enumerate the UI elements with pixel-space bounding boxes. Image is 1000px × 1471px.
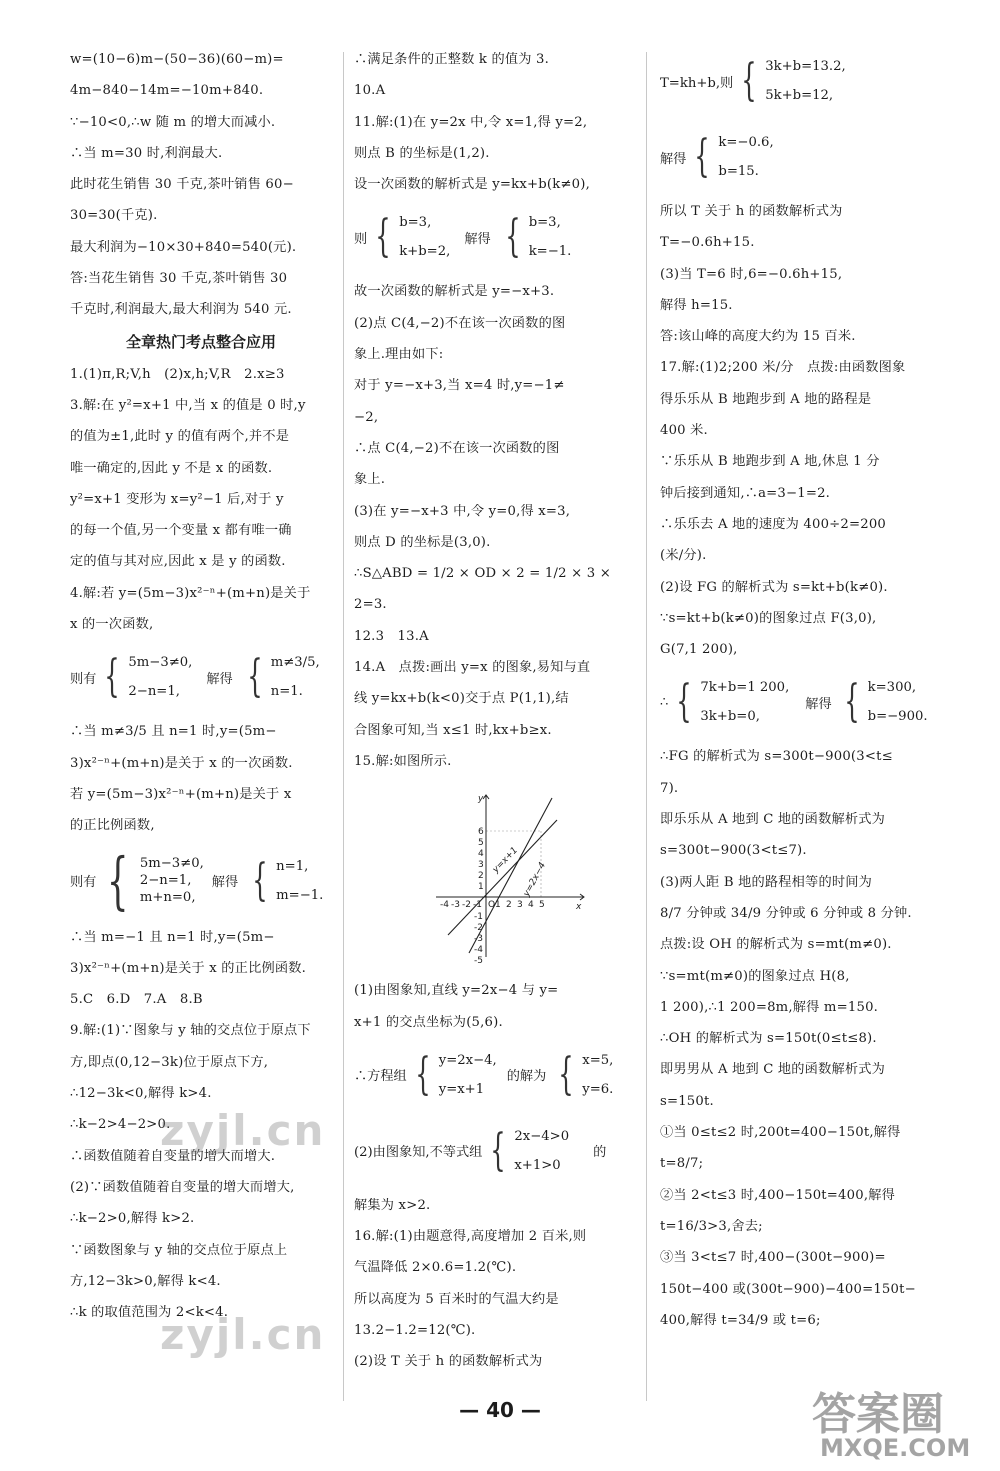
system-mid: 解得 [464, 231, 491, 247]
tick-label: -4 [440, 900, 449, 911]
text-line: 解集为 x>2. [354, 1197, 431, 1213]
system-rows [514, 1122, 569, 1180]
brace-icon: { [247, 651, 263, 703]
tick-label: 4 [528, 900, 534, 911]
text-line: 的正比例函数, [70, 818, 155, 834]
tick-label: 2 [506, 900, 512, 911]
text-line: 若 y=(5m−3)x²⁻ⁿ+(m+n)是关于 x [70, 786, 292, 802]
line-label: y=x+1 [490, 845, 521, 876]
text-line: ∴当 m=30 时,利润最大. [70, 145, 223, 161]
text-line: ∴满足条件的正整数 k 的值为 3. [354, 52, 549, 67]
system-row: 5k+b=12, [765, 88, 834, 103]
text-line: 400,解得 t=34/9 或 t=6; [660, 1312, 821, 1328]
text-line: 2=3. [354, 597, 387, 613]
tick-label: 3 [478, 860, 484, 871]
watermark: zyjl.cn [160, 1106, 326, 1155]
answer-line: 9.解:(1)∵图象与 y 轴的交点位于原点下 [70, 1023, 311, 1039]
system-row: y=x+1 [438, 1081, 485, 1097]
text-line: 方,即点(0,12−3k)位于原点下方, [70, 1054, 269, 1070]
text-line: (2)∵函数值随着自变量的增大而增大, [70, 1179, 295, 1195]
system-rows [718, 128, 773, 186]
text-line: ∴k 的取值范围为 2<k<4. [70, 1305, 229, 1321]
text-line: 钟后接到通知,∴a=3−1=2. [660, 485, 831, 501]
system-row: y=2x−4, [438, 1052, 497, 1068]
system-prefix: 解得 [660, 151, 687, 167]
system-mid: 的解为 [506, 1069, 547, 1085]
text-line: 对于 y=−x+3,当 x=4 时,y=−1≠ [354, 378, 565, 394]
x-axis-label: x [576, 902, 582, 913]
text-line: 即男男从 A 地到 C 地的函数解析式为 [660, 1062, 886, 1078]
tick-label: -1 [474, 912, 483, 923]
text-line: (1)由图象知,直线 y=2x−4 与 y= [354, 983, 559, 999]
system-prefix: ∴方程组 [354, 1069, 407, 1085]
tick-label: -5 [474, 956, 483, 966]
text-line: 点拨:设 OH 的解析式为 s=mt(m≠0). [660, 937, 892, 953]
text-line: (3)在 y=−x+3 中,令 y=0,得 x=3, [354, 503, 571, 519]
system-row: 7k+b=1 200, [700, 680, 790, 696]
text-line: ∴点 C(4,−2)不在该一次函数的图 [354, 440, 560, 456]
column-right [660, 52, 938, 1391]
text-line: ∴S△ABD = 1/2 × OD × 2 = 1/2 × 3 × [354, 566, 611, 582]
text-line: 答:该山峰的高度大约为 15 百米. [660, 329, 856, 345]
text-line: 千克时,利润最大,最大利润为 540 元. [70, 302, 292, 318]
system-rows [140, 855, 204, 906]
text-line: 最大利润为−10×30+840=540(元). [70, 239, 297, 255]
brace-icon: { [415, 1048, 431, 1100]
brace-icon: { [375, 211, 391, 263]
text-line: 400 米. [660, 423, 708, 439]
text-line: 气温降低 2×0.6=1.2(℃). [354, 1260, 517, 1276]
text-line: s=150t. [660, 1093, 714, 1109]
text-line: 1 200),∴1 200=8m,解得 m=150. [660, 999, 879, 1015]
column-divider [343, 52, 344, 1401]
text-line: (3)当 T=6 时,6=−0.6h+15, [660, 266, 843, 282]
text-line: (3)两人距 B 地的路程相等的时间为 [660, 874, 872, 890]
answer-line: 17.解:(1)2;200 米/分 点拨:由函数图象 [660, 360, 906, 376]
text-line: ∵乐乐从 B 地跑步到 A 地,休息 1 分 [660, 454, 880, 470]
system-prefix: 则有 [70, 875, 97, 891]
system-row: k=−1. [528, 244, 572, 260]
text-line: ∴k−2>0,解得 k>2. [70, 1211, 195, 1227]
text-line: 故一次函数的解析式是 y=−x+3. [354, 284, 555, 300]
system-rows [868, 673, 928, 731]
text-line: ∵−10<0,∴w 随 m 的增大而减小. [70, 114, 276, 130]
equation-system [660, 128, 938, 186]
tick-label: -1 [473, 900, 482, 911]
text-line: (米/分). [660, 548, 707, 564]
brace-icon: { [694, 131, 711, 182]
brace-icon: { [252, 854, 268, 906]
text-line: ∴k−2>4−2>0. [70, 1117, 171, 1133]
text-line: 3)x²⁻ⁿ+(m+n)是关于 x 的正比例函数. [70, 960, 307, 976]
brace-icon: { [490, 1124, 507, 1176]
system-row: b=3, [528, 215, 561, 231]
text-line: 30=30(千克). [70, 208, 158, 224]
system-row: m≠3/5, [270, 655, 320, 671]
text-line: 所以 T 关于 h 的函数解析式为 [660, 204, 843, 219]
system-mid: 的 [593, 1145, 607, 1161]
system-rows [765, 52, 845, 110]
text-line: ∵s=kt+b(k≠0)的图象过点 F(3,0), [660, 610, 877, 626]
text-line: (2)点 C(4,−2)不在该一次函数的图 [354, 315, 566, 331]
equation-system [70, 843, 332, 917]
text-line: ∵函数图象与 y 轴的交点位于原点上 [70, 1242, 288, 1258]
system-row: 3k+b=0, [700, 709, 760, 725]
text-line: w=(10−6)m−(50−36)(60−m)= [70, 52, 284, 67]
text-line: x 的一次函数, [70, 617, 154, 633]
tick-label: -2 [474, 923, 483, 934]
system-row: 5m−3≠0, [128, 655, 193, 671]
text-line: 方,12−3k>0,解得 k<4. [70, 1273, 221, 1289]
system-row: y=6. [582, 1081, 614, 1097]
tick-label: -2 [462, 900, 471, 911]
text-line: 定的值与其对应,因此 x 是 y 的函数. [70, 554, 286, 570]
system-row: 5m−3≠0, [139, 856, 204, 872]
text-line: ∵s=mt(m≠0)的图象过点 H(8, [660, 968, 850, 984]
system-prefix: 则 [354, 231, 368, 247]
system-row: n=1. [270, 684, 303, 700]
brace-icon: { [741, 55, 757, 106]
system-row: 3k+b=13.2, [765, 59, 846, 74]
text-line: 得乐乐从 B 地跑步到 A 地的路程是 [660, 391, 872, 407]
text-line: 象上. [354, 472, 386, 488]
text-line: ∴函数值随着自变量的增大而增大. [70, 1148, 276, 1164]
text-line: 150t−400 或(300t−900)−400=150t− [660, 1281, 916, 1297]
brace-icon: { [558, 1048, 574, 1100]
system-row: 2x−4>0 [514, 1128, 570, 1144]
text-line: T=−0.6h+15. [660, 235, 755, 251]
text-line: 13.2−1.2=12(℃). [354, 1323, 476, 1339]
text-line: 的每一个值,另一个变量 x 都有唯一确 [70, 523, 292, 539]
answer-line: 4.解:若 y=(5m−3)x²⁻ⁿ+(m+n)是关于 [70, 585, 311, 601]
system-rows [271, 648, 320, 706]
brace-icon: { [843, 676, 860, 728]
text-line: 线 y=kx+b(k<0)交于点 P(1,1),结 [354, 691, 569, 707]
system-row: b=3, [399, 215, 432, 231]
column-middle [354, 52, 632, 1391]
text-line: 设一次函数的解析式是 y=kx+b(k≠0), [354, 177, 590, 193]
tick-label: 6 [478, 827, 484, 838]
equation-system [70, 648, 332, 706]
column-left [70, 52, 332, 1391]
tick-label: 5 [478, 838, 484, 849]
answer-line: 10.A [354, 83, 386, 99]
system-row: b=−900. [867, 709, 928, 725]
tick-label: -4 [474, 945, 483, 956]
system-row: m+n=0, [139, 890, 196, 906]
system-prefix: T=kh+b,则 [660, 75, 734, 91]
text-line: −2, [354, 409, 379, 425]
system-rows [399, 208, 450, 266]
brace-icon: { [676, 676, 693, 728]
text-line: x+1 的交点坐标为(5,6). [354, 1014, 503, 1030]
system-prefix: (2)由图象知,不等式组 [354, 1145, 483, 1161]
equation-system [660, 673, 938, 731]
equation-system [354, 208, 632, 266]
system-row: 2−n=1, [128, 684, 180, 700]
answer-line: 14.A 点拨:画出 y=x 的图象,易知与直 [354, 660, 591, 676]
text-line: 4m−840−14m=−10m+840. [70, 83, 264, 99]
answer-line: 1.(1)π,R;V,h (2)x,h;V,R 2.x≥3 [70, 366, 285, 382]
system-rows [128, 648, 192, 706]
equation-system [354, 1046, 632, 1104]
system-row: k=−0.6, [718, 135, 774, 150]
text-line: 则点 D 的坐标是(3,0). [354, 534, 491, 550]
text-line: 3)x²⁻ⁿ+(m+n)是关于 x 的一次函数. [70, 755, 293, 771]
text-line: 此时花生销售 30 千克,茶叶销售 60− [70, 177, 294, 193]
system-mid: 解得 [211, 875, 239, 891]
tick-label: 3 [517, 900, 523, 911]
watermark: zyjl.cn [160, 1310, 326, 1359]
graph-svg [424, 785, 594, 965]
text-line: t=16/3>3,舍去; [660, 1218, 763, 1234]
equation-system [660, 52, 938, 110]
tick-label: 5 [539, 900, 545, 911]
brace-icon: { [504, 211, 521, 263]
tick-label: 1 [495, 900, 501, 911]
text-line: t=8/7; [660, 1156, 704, 1172]
system-prefix: ∴ [660, 694, 669, 710]
text-line: ∴OH 的解析式为 s=150t(0≤t≤8). [660, 1031, 877, 1047]
text-line: 答:当花生销售 30 千克,茶叶销售 30 [70, 271, 288, 287]
text-line: 则点 B 的坐标是(1,2). [354, 145, 490, 161]
answer-line: 12.3 13.A [354, 628, 429, 644]
text-line: 解得 h=15. [660, 297, 733, 313]
text-line: ∴FG 的解析式为 s=300t−900(3<t≤ [660, 749, 893, 765]
brace-icon: { [107, 843, 129, 917]
text-line: 的值为±1,此时 y 的值有两个,并不是 [70, 429, 290, 445]
tick-label: 2 [478, 871, 484, 882]
system-rows [276, 852, 323, 910]
text-line: (2)设 T 关于 h 的函数解析式为 [354, 1354, 543, 1370]
text-line: ∴当 m≠3/5 且 n=1 时,y=(5m− [70, 724, 277, 740]
answer-line: 11.解:(1)在 y=2x 中,令 x=1,得 y=2, [354, 114, 588, 130]
system-row: x+1>0 [514, 1157, 561, 1173]
answer-line: 5.C 6.D 7.A 8.B [70, 992, 203, 1008]
system-row: k+b=2, [399, 244, 451, 260]
logo-url: MXQE.COM [820, 1434, 971, 1462]
text-line: ∴当 m=−1 且 n=1 时,y=(5m− [70, 929, 275, 945]
text-line: y²=x+1 变形为 x=y²−1 后,对于 y [70, 491, 284, 507]
text-line: 所以高度为 5 百米时的气温大约是 [354, 1291, 559, 1307]
system-prefix: 则有 [70, 671, 97, 687]
text-line: (2)设 FG 的解析式为 s=kt+b(k≠0). [660, 579, 888, 595]
answer-line: 15.解:如图所示. [354, 753, 452, 769]
text-line: ②当 2<t≤3 时,400−150t=400,解得 [660, 1187, 895, 1203]
text-line: 即乐乐从 A 地到 C 地的函数解析式为 [660, 812, 886, 828]
answer-line: 16.解:(1)由题意得,高度增加 2 百米,则 [354, 1229, 587, 1245]
tick-label: -3 [474, 934, 483, 945]
site-logo [800, 1378, 990, 1468]
system-row: k=300, [867, 680, 917, 696]
text-line: 合图象可知,当 x≤1 时,kx+b≥x. [354, 722, 552, 738]
system-row: 2−n=1, [139, 873, 192, 889]
system-mid: 解得 [206, 671, 233, 687]
column-divider [646, 52, 647, 1401]
text-line: ③当 3<t≤7 时,400−(300t−900)= [660, 1250, 886, 1266]
system-row: x=5, [582, 1052, 614, 1068]
function-graph [424, 785, 632, 969]
system-row: b=15. [718, 164, 759, 179]
tick-label: 1 [478, 882, 484, 893]
text-line: 8/7 分钟或 34/9 分钟或 6 分钟或 8 分钟. [660, 905, 912, 921]
y-axis-label: y [478, 794, 484, 805]
logo-text: 答案圈 [812, 1389, 944, 1440]
tick-label: 4 [478, 849, 484, 860]
section-heading: 全章热门考点整合应用 [125, 332, 276, 351]
text-line: 唯一确定的,因此 y 不是 x 的函数. [70, 460, 273, 476]
inequality-system [354, 1122, 632, 1180]
system-rows [529, 208, 572, 266]
tick-label: -3 [451, 900, 460, 911]
text-line: ∴12−3k<0,解得 k>4. [70, 1086, 212, 1102]
brace-icon: { [104, 651, 121, 703]
answer-line: 3.解:在 y²=x+1 中,当 x 的值是 0 时,y [70, 397, 306, 413]
system-row: m=−1. [276, 887, 324, 903]
text-line: 象上.理由如下: [354, 347, 444, 363]
system-rows [582, 1046, 613, 1104]
origin-label: O [488, 900, 496, 911]
line-label: y=2x−4 [521, 861, 549, 899]
system-rows [700, 673, 789, 731]
system-rows [439, 1046, 497, 1104]
system-mid: 解得 [805, 696, 832, 712]
page-number: — 40 — [459, 1398, 541, 1422]
text-line: 7). [660, 780, 679, 796]
system-row: n=1, [276, 858, 309, 874]
text-line: G(7,1 200), [660, 642, 738, 658]
text-line: s=300t−900(3<t≤7). [660, 843, 807, 859]
text-line: ∴乐乐去 A 地的速度为 400÷2=200 [660, 516, 887, 532]
text-line: ①当 0≤t≤2 时,200t=400−150t,解得 [660, 1125, 901, 1141]
